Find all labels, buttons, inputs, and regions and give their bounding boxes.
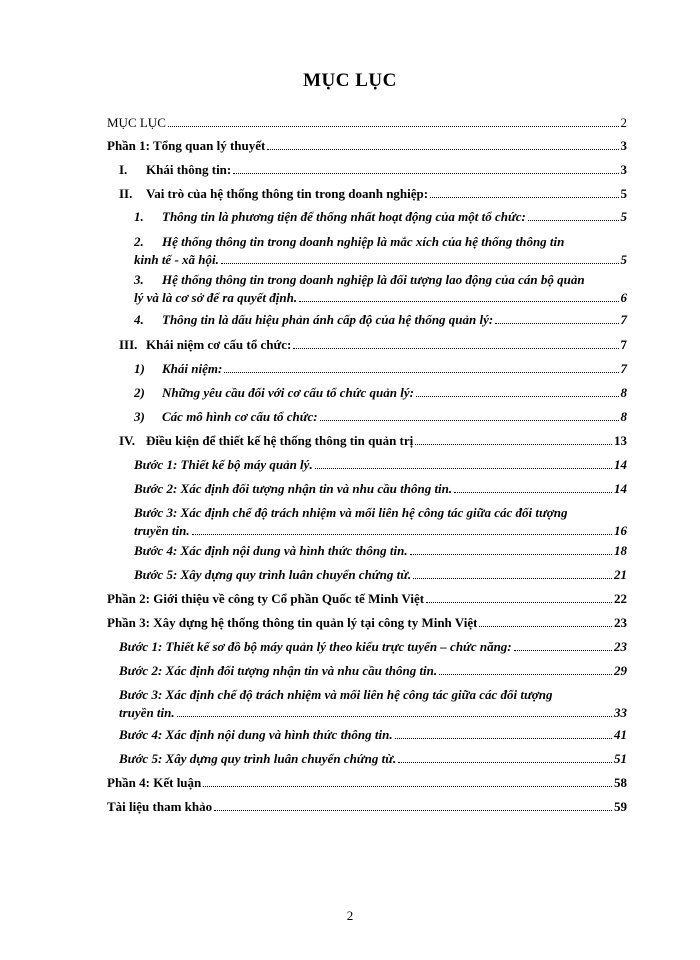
toc-entry-page: 29 (614, 663, 627, 678)
toc-entry-text: Bước 2: Xác định đối tượng nhận tin và nhu cầu thông tin. (119, 663, 438, 678)
toc-entry-ii-3[interactable] (134, 272, 627, 306)
toc-entry-page: 5 (620, 186, 627, 201)
toc-entry-p3-buoc-3[interactable] (119, 687, 627, 721)
toc-entry-ii-2[interactable] (134, 234, 627, 268)
toc-leader-dots (221, 263, 619, 264)
toc-entry-number: II. (119, 186, 133, 201)
toc-entry-number: 3) (134, 409, 145, 424)
toc-entry-page: 22 (614, 591, 627, 606)
toc-entry-text: Phần 4: Kết luận (107, 775, 202, 790)
toc-entry-page: 5 (620, 209, 627, 224)
toc-entry-tai-lieu[interactable] (107, 799, 627, 815)
toc-entry-text-line1: Bước 3: Xác định chế độ trách nhiệm và mối liên hệ công tác giữa các đối tượng (134, 505, 568, 520)
toc-entry-page: 8 (620, 385, 627, 400)
toc-entry-page: 2 (620, 115, 627, 130)
toc-entry-iv-buoc-5[interactable] (134, 567, 627, 583)
page-number: 2 (346, 908, 354, 923)
toc-leader-dots (413, 578, 612, 579)
toc-entry-number: III. (119, 337, 138, 352)
toc-leader-dots (233, 173, 618, 174)
toc-entry-text: Bước 5: Xây dựng quy trình luân chuyển chứng từ. (119, 751, 397, 766)
toc-entry-number: 3. (134, 272, 144, 287)
toc-entry-text: MỤC LỤC (107, 115, 166, 130)
toc-entry-text-line1: Hệ thống thông tin trong doanh nghiệp là đối tượng lao động của cán bộ quản (162, 272, 585, 287)
toc-leader-dots (454, 492, 612, 493)
toc-entry-phan-2[interactable] (107, 591, 627, 607)
toc-entry-number: I. (119, 162, 128, 177)
toc-entry-page: 23 (614, 615, 627, 630)
toc-entry-iv-buoc-1[interactable] (134, 457, 627, 473)
toc-entry-text: Phần 3: Xây dựng hệ thống thông tin quản lý tại công ty Minh Việt (107, 615, 478, 630)
toc-leader-dots (439, 674, 612, 675)
toc-entry-text-line1: Hệ thống thông tin trong doanh nghiệp là mắc xích của hệ thống thông tin (162, 234, 565, 249)
toc-entry-text: Bước 5: Xây dựng quy trình luân chuyển chứng từ. (134, 567, 412, 582)
toc-entry-iii-1[interactable] (134, 361, 627, 377)
toc-entry-phan-4[interactable] (107, 775, 627, 791)
toc-entry-page: 6 (620, 290, 627, 305)
toc-entry-iii-2[interactable] (134, 385, 627, 401)
toc-leader-dots (177, 716, 612, 717)
toc-entry-p3-buoc-4[interactable] (119, 727, 627, 743)
toc-entry-page: 58 (614, 775, 627, 790)
toc-leader-dots (415, 444, 612, 445)
toc-entry-text: Bước 4: Xác định nội dung và hình thức thông tin. (119, 727, 393, 742)
toc-entry-page: 23 (614, 639, 627, 654)
toc-entry-text: Điều kiện để thiết kế hệ thống thông tin quản trị (146, 433, 414, 448)
toc-leader-dots (430, 197, 618, 198)
toc-entry-text: Khái niệm cơ cấu tổ chức: (146, 337, 292, 352)
toc-entry-text: Bước 2: Xác định đối tượng nhận tin và nhu cầu thông tin. (134, 481, 453, 496)
toc-entry-page: 3 (620, 162, 627, 177)
toc-leader-dots (416, 396, 619, 397)
toc-entry-page: 18 (614, 543, 627, 558)
toc-leader-dots (293, 348, 618, 349)
toc-entry-text: Những yêu cầu đối với cơ cấu tổ chức quản lý: (162, 385, 414, 400)
toc-leader-dots (398, 762, 612, 763)
toc-entry-text: Tài liệu tham khảo (107, 799, 213, 814)
page-title: MỤC LỤC (303, 70, 397, 91)
toc-entry-page: 7 (620, 337, 627, 352)
toc-entry-iv-buoc-4[interactable] (134, 543, 627, 559)
toc-leader-dots (320, 420, 619, 421)
toc-leader-dots (168, 126, 619, 127)
toc-entry-page: 16 (614, 523, 627, 538)
toc-entry-iv-buoc-2[interactable] (134, 481, 627, 497)
toc-entry-number: 2. (134, 234, 144, 249)
toc-leader-dots (479, 626, 612, 627)
toc-entry-p3-buoc-1[interactable] (119, 639, 627, 655)
toc-leader-dots (203, 786, 612, 787)
toc-entry-page: 7 (620, 312, 627, 327)
toc-leader-dots (495, 323, 618, 324)
toc-entry-phan-1[interactable] (107, 138, 627, 154)
toc-entry-text: Thông tin là dấu hiệu phản ánh cấp độ của hệ thống quản lý: (162, 312, 494, 327)
toc-leader-dots (410, 554, 612, 555)
toc-entry-text: Bước 1: Thiết kế bộ máy quản lý. (134, 457, 313, 472)
toc-entry-page: 3 (620, 138, 627, 153)
toc-entry-page: 7 (620, 361, 627, 376)
toc-entry-text: Bước 1: Thiết kế sơ đồ bộ máy quản lý theo kiểu trực tuyến – chức năng: (119, 639, 512, 654)
toc-entry-number: 2) (134, 385, 145, 400)
toc-entry-ii-1[interactable] (134, 209, 627, 225)
toc-leader-dots (224, 372, 618, 373)
toc-entry-section-iii[interactable] (119, 337, 627, 353)
toc-entry-page: 5 (620, 252, 627, 267)
toc-leader-dots (267, 149, 618, 150)
toc-leader-dots (395, 738, 612, 739)
toc-entry-section-i[interactable] (119, 162, 627, 178)
toc-leader-dots (426, 602, 612, 603)
toc-entry-text-line2: truyền tin. (134, 523, 190, 538)
toc-entry-page: 14 (614, 481, 627, 496)
toc-entry-p3-buoc-2[interactable] (119, 663, 627, 679)
toc-entry-text: Vai trò của hệ thống thông tin trong doanh nghiệp: (146, 186, 429, 201)
toc-entry-page: 33 (614, 705, 627, 720)
toc-entry-page: 8 (620, 409, 627, 424)
toc-leader-dots (299, 301, 618, 302)
toc-entry-section-ii[interactable] (119, 186, 627, 202)
toc-entry-iv-buoc-3[interactable] (134, 505, 627, 539)
toc-entry-text: Khái niệm: (162, 361, 223, 376)
toc-entry-number: 4. (134, 312, 144, 327)
toc-entry-text-line1: Bước 3: Xác định chế độ trách nhiệm và mối liên hệ công tác giữa các đối tượng (119, 687, 553, 702)
toc-leader-dots (192, 534, 612, 535)
toc-leader-dots (514, 650, 612, 651)
toc-entry-page: 41 (614, 727, 627, 742)
toc-leader-dots (315, 468, 612, 469)
toc-leader-dots (214, 810, 612, 811)
toc-entry-ii-4[interactable] (134, 312, 627, 328)
toc-entry-text-line2: truyền tin. (119, 705, 175, 720)
toc-entry-iii-3[interactable] (134, 409, 627, 425)
toc-entry-phan-3[interactable] (107, 615, 627, 631)
toc-entry-number: IV. (119, 433, 136, 448)
toc-entry-text: Phần 1: Tổng quan lý thuyết (107, 138, 266, 153)
toc-entry-section-iv[interactable] (119, 433, 627, 449)
toc-entry-page: 51 (614, 751, 627, 766)
toc-entry-muc-luc[interactable] (107, 115, 627, 131)
toc-entry-text: Khái thông tin: (146, 162, 232, 177)
toc-entry-page: 13 (614, 433, 627, 448)
toc-entry-page: 14 (614, 457, 627, 472)
toc-entry-text-line2: kinh tế - xã hội. (134, 252, 219, 267)
toc-entry-page: 21 (614, 567, 627, 582)
toc-leader-dots (528, 220, 619, 221)
toc-entry-text: Thông tin là phương tiện để thống nhất hoạt động của một tổ chức: (162, 209, 526, 224)
toc-entry-text-line2: lý và là cơ sở để ra quyết định. (134, 290, 298, 305)
toc-entry-text: Phần 2: Giới thiệu về công ty Cổ phần Quốc tế Minh Việt (107, 591, 425, 606)
toc-entry-number: 1) (134, 361, 145, 376)
toc-entry-text: Các mô hình cơ cấu tổ chức: (162, 409, 318, 424)
toc-entry-text: Bước 4: Xác định nội dung và hình thức thông tin. (134, 543, 408, 558)
toc-entry-number: 1. (134, 209, 144, 224)
toc-entry-page: 59 (614, 799, 627, 814)
toc-entry-p3-buoc-5[interactable] (119, 751, 627, 767)
